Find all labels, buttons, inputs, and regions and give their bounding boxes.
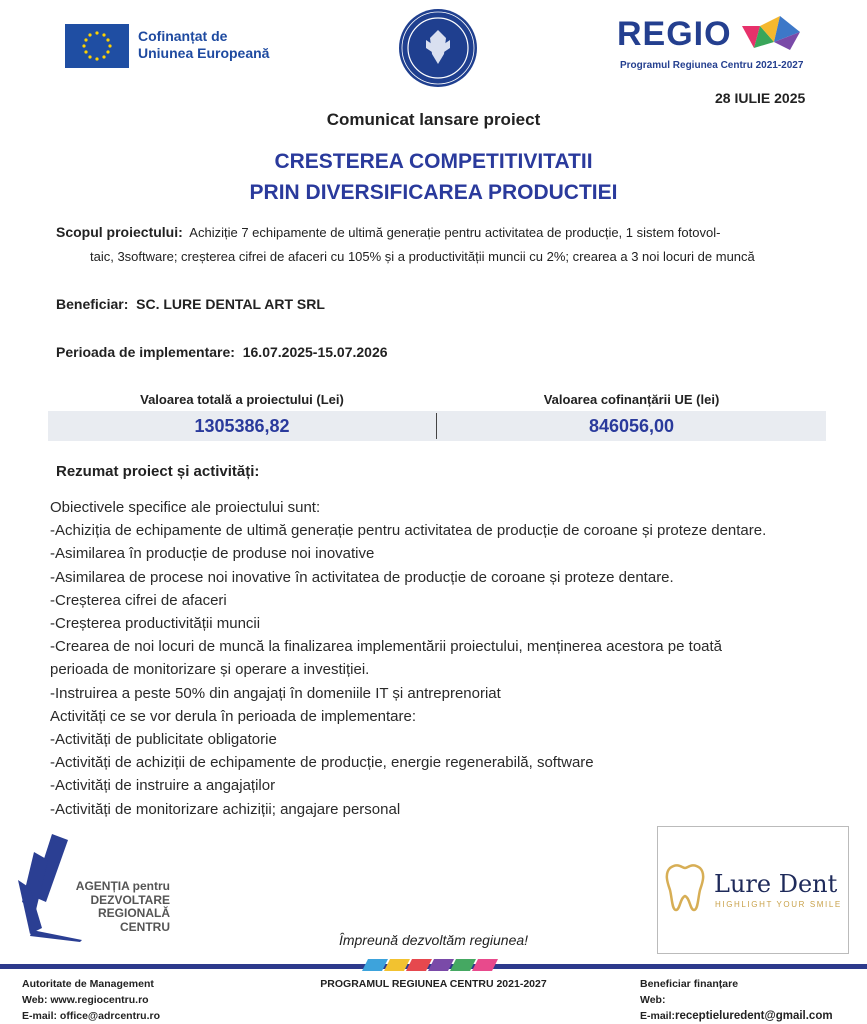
eu-flag-icon <box>65 24 129 68</box>
regio-program-subtitle: Programul Regiunea Centru 2021-2027 <box>620 60 804 71</box>
summary-line: -Instruirea a peste 50% din angajați în domeniile IT și antreprenoriat <box>50 684 501 702</box>
eu-cofinancing-value: 846056,00 <box>588 416 675 436</box>
summary-line: -Activități de publicitate obligatorie <box>50 731 277 749</box>
regio-colorful-mark-icon <box>740 14 802 54</box>
program-name: PROGRAMUL REGIUNEA CENTRU 2021-2027 <box>320 978 547 990</box>
adr-centru-text <box>66 880 170 934</box>
document-date: 28 IULIE 2025 <box>715 90 806 106</box>
summary-line: -Creșterea productivității muncii <box>50 615 261 633</box>
summary-line: Activități ce se vor derula în perioada de implementare: <box>50 707 417 725</box>
period-value: 16.07.2025-15.07.2026 <box>242 344 388 360</box>
scope-text-line-1: Achiziție 7 echipamente de ultimă generație pentru activitatea de producție, 1 sistem fotovol- <box>189 225 721 240</box>
communique-title: Comunicat lansare proiect <box>326 110 541 129</box>
eu-line-2: Uniunea Europeană <box>138 45 270 61</box>
motto: Împreună dezvoltăm regiunea! <box>338 932 529 948</box>
summary-body <box>50 496 850 821</box>
tooth-icon <box>664 862 706 914</box>
summary-line: Obiectivele specifice ale proiectului sunt: <box>50 499 321 516</box>
beneficiary-row <box>56 296 826 312</box>
benef-title: Beneficiar finanțare <box>640 978 739 990</box>
beneficiary-label: Beneficiar: <box>56 296 129 312</box>
summary-line: perioada de monitorizare și operare a investiției. <box>50 661 370 679</box>
mgmt-title: Autoritate de Management <box>22 978 154 990</box>
project-title <box>0 146 867 208</box>
implementation-period-row <box>56 344 826 360</box>
benef-email-label: E-mail: <box>640 1010 676 1022</box>
adr-line-3: REGIONALĂ <box>98 906 170 920</box>
benef-email: receptieluredent@gmail.com <box>675 1010 833 1022</box>
total-value-label: Valoarea totală a proiectului (Lei) <box>140 392 344 407</box>
eu-cofinancing-label: Valoarea cofinanțării UE (lei) <box>543 392 720 407</box>
mgmt-email: E-mail: office@adrcentru.ro <box>22 1010 161 1022</box>
lure-dent-name: Lure Dent <box>714 870 838 898</box>
benef-web: Web: <box>640 994 666 1006</box>
period-label: Perioada de implementare: <box>56 344 235 360</box>
summary-title: Rezumat proiect și activități: <box>56 463 260 480</box>
summary-line: -Asimilarea în producție de produse noi inovative <box>50 545 375 563</box>
adr-line-2: DEZVOLTARE <box>90 892 170 907</box>
summary-line: -Asimilarea de procese noi inovative în activitatea de producție de coroane și proteze dentare. <box>50 568 674 586</box>
eu-line-1: Cofinanțat de <box>138 28 228 44</box>
summary-line: -Creșterea cifrei de afaceri <box>50 591 227 609</box>
lure-dent-tagline: HIGHLIGHT YOUR SMILE <box>715 900 842 909</box>
beneficiary-value: SC. LURE DENTAL ART SRL <box>136 296 325 312</box>
project-title-line-2: PRIN DIVERSIFICAREA PRODUCTIEI <box>249 181 618 204</box>
adr-line-1: AGENȚIA pentru <box>75 879 170 893</box>
total-value: 1305386,82 <box>194 416 290 436</box>
rainbow-bar-icon <box>362 958 508 970</box>
project-title-line-1: CRESTEREA COMPETITIVITATII <box>274 150 593 173</box>
summary-line: -Activități de instruire a angajaților <box>50 777 276 795</box>
beneficiary-contact <box>640 976 833 1024</box>
summary-line: -Activități de monitorizare achiziții; angajare personal <box>50 800 401 818</box>
scope-text-line-2: taic, 3software; creșterea cifrei de afaceri cu 105% și a productivității muncii cu 2%; crearea a 3 noi locuri de muncă <box>90 249 755 264</box>
eu-cofinanced-label <box>138 28 269 62</box>
summary-line: -Achiziția de echipamente de ultimă generație pentru activitatea de producție de coroane și proteze dentare. <box>50 522 767 540</box>
summary-line: -Crearea de noi locuri de muncă la finalizarea implementării proiectului, menținerea acestora pe toată <box>50 638 723 656</box>
regio-logo-text: REGIO <box>617 15 732 53</box>
mgmt-web: Web: www.regiocentru.ro <box>22 994 149 1006</box>
project-scope <box>56 220 826 269</box>
adr-line-4: CENTRU <box>120 919 170 934</box>
scope-label: Scopul proiectului: <box>56 224 183 240</box>
government-seal-icon <box>398 8 478 88</box>
summary-line: -Activități de achiziții de echipamente de producție, energie regenerabilă, software <box>50 754 594 772</box>
